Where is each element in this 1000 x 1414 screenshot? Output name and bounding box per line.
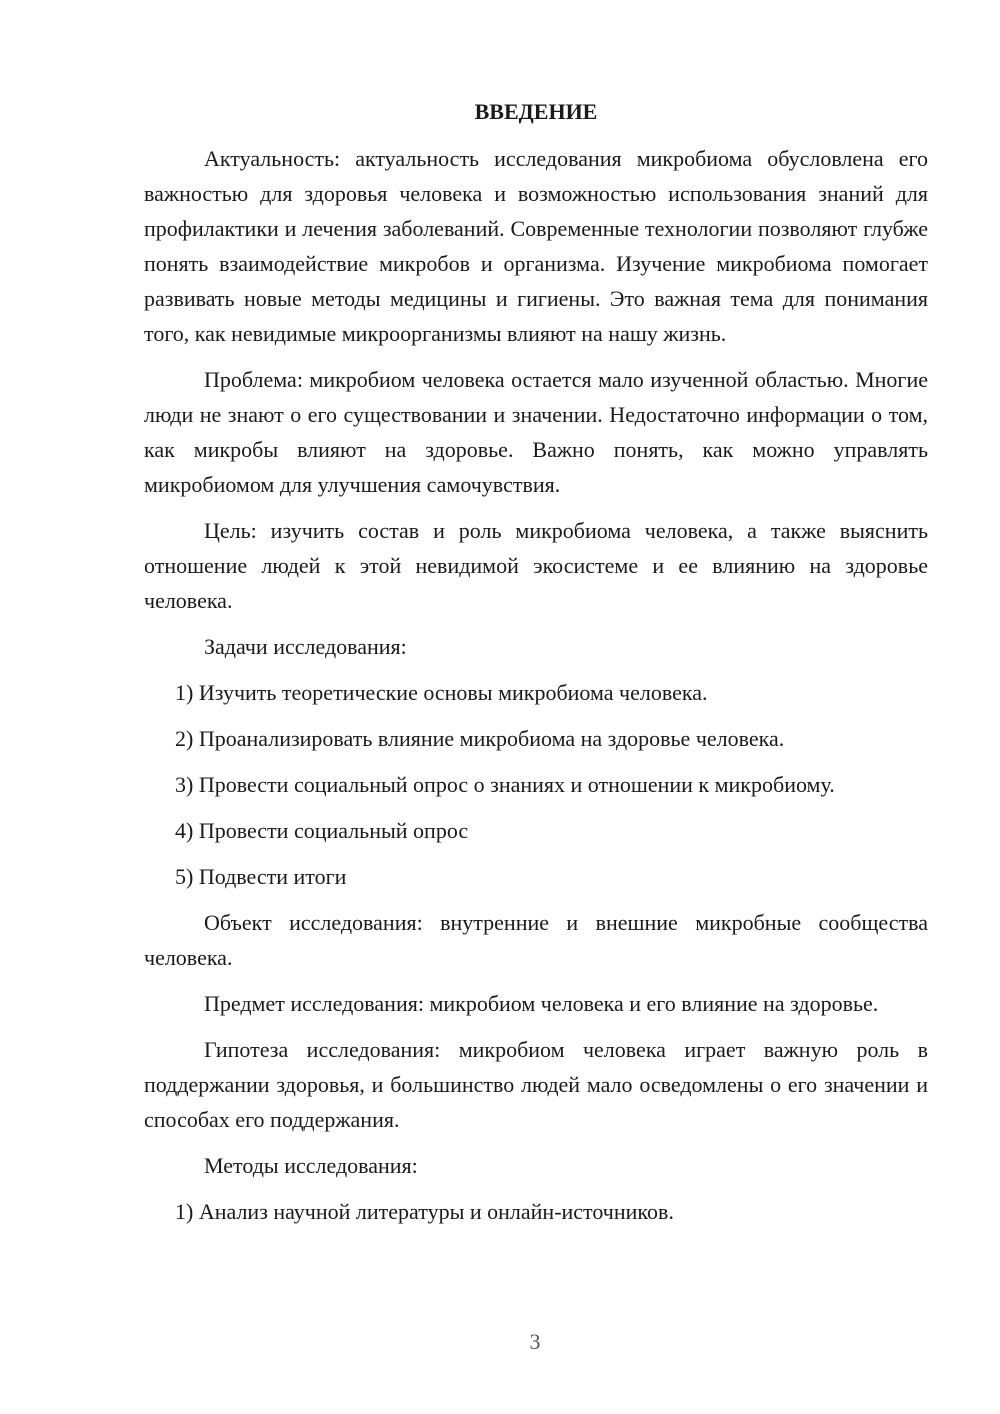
task-item-5: 5) Подвести итоги (175, 864, 347, 889)
paragraph-problem: Проблема: микробиом человека остается мало изученной областью. Многие люди не знают о его существовании и значении. Недостаточно информации о том, как микробы влияют на здоровье. Важно понять, как можно управлять микробиомом для улучшения самочувствия. (144, 367, 928, 497)
paragraph-goal: Цель: изучить состав и роль микробиома человека, а также выяснить отношение людей к этой невидимой экосистеме и ее влиянию на здоровье человека. (144, 518, 928, 613)
section-title: ВВЕДЕНИЕ (474, 99, 598, 124)
method-item-1: 1) Анализ научной литературы и онлайн-источников. (175, 1199, 674, 1224)
task-item-4: 4) Провести социальный опрос (175, 818, 469, 843)
task-item-1: 1) Изучить теоретические основы микробиома человека. (175, 680, 708, 705)
paragraph-tasks-heading: Задачи исследования: (204, 634, 407, 659)
task-item-3: 3) Провести социальный опрос о знаниях и отношении к микробиому. (175, 772, 835, 797)
page-number: 3 (529, 1329, 541, 1354)
paragraph-hypothesis: Гипотеза исследования: микробиом человека играет важную роль в поддержании здоровья, и большинство людей мало осведомлены о его значении и способах его поддержания. (144, 1037, 928, 1132)
page-content (144, 94, 928, 1240)
paragraph-relevance: Актуальность: актуальность исследования микробиома обусловлена его важностью для здоровья человека и возможностью использования знаний для профилактики и лечения заболеваний. Современные технологии позволяют глубже понять взаимодействие микробов и организма. Изучение микробиома помогает развивать новые методы медицины и гигиены. Это важная тема для понимания того, как невидимые микроорганизмы влияют на нашу жизнь. (144, 146, 928, 346)
paragraph-methods-heading: Методы исследования: (204, 1153, 418, 1178)
paragraph-subject: Предмет исследования: микробиом человека и его влияние на здоровье. (204, 991, 879, 1016)
paragraph-object: Объект исследования: внутренние и внешние микробные сообщества человека. (144, 910, 928, 970)
task-item-2: 2) Проанализировать влияние микробиома на здоровье человека. (175, 726, 785, 751)
